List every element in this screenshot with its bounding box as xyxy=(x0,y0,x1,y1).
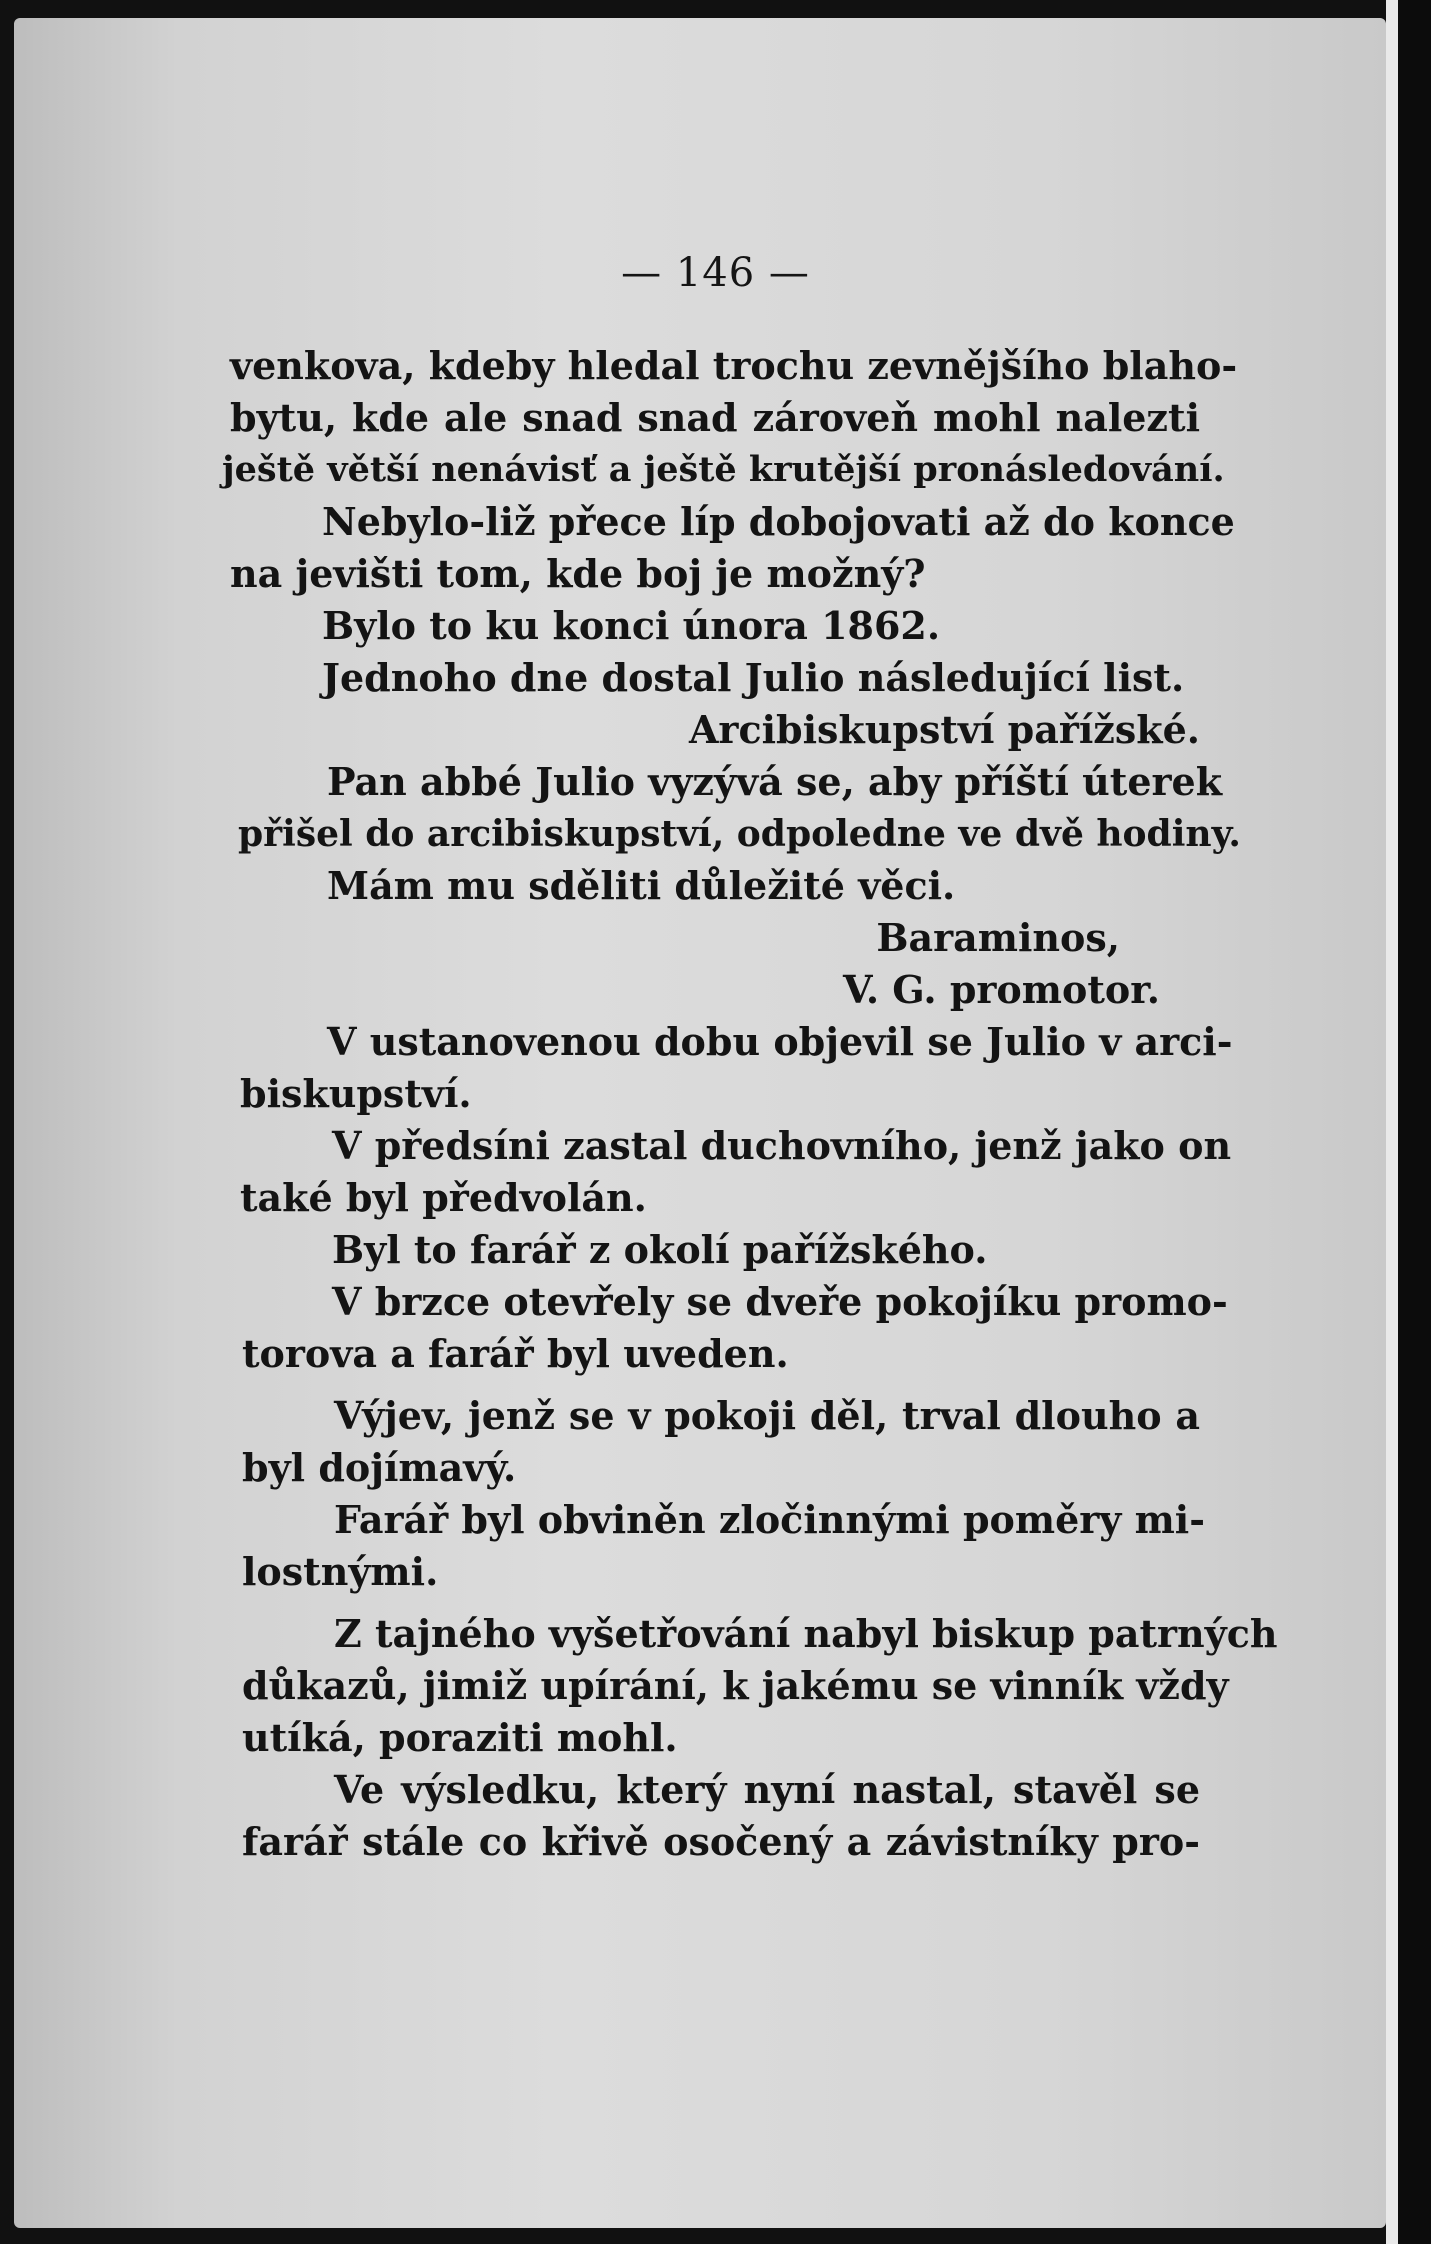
text-line: Farář byl obviněn zločinnými poměry mi- xyxy=(334,1497,1206,1542)
text-line: Baraminos, xyxy=(876,915,1120,960)
text-line: byl dojímavý. xyxy=(242,1445,517,1490)
text-line: také byl předvolán. xyxy=(240,1175,647,1220)
text-line: Z tajného vyšetřování nabyl biskup patrných xyxy=(334,1611,1278,1656)
text-line: utíká, poraziti mohl. xyxy=(242,1715,678,1760)
text-line: Arcibiskupství pařížské. xyxy=(688,707,1200,752)
text-line: biskupství. xyxy=(240,1071,472,1116)
scan-border xyxy=(1398,0,1431,2244)
text-line: na jevišti tom, kde boj je možný? xyxy=(230,551,926,596)
text-line: Jednoho dne dostal Julio následující list. xyxy=(322,655,1185,700)
page-edge xyxy=(1386,0,1398,2244)
text-line: Bylo to ku konci února 1862. xyxy=(322,603,941,648)
text-line: Výjev, jenž se v pokoji děl, trval dlouho a xyxy=(334,1393,1200,1438)
text-line: Pan abbé Julio vyzývá se, aby příští úterek xyxy=(327,759,1223,804)
text-line: farář stále co křivě osočený a závistníky pro- xyxy=(242,1819,1200,1864)
text-line: venkova, kdeby hledal trochu zevnějšího blaho- xyxy=(230,343,1238,388)
text-line: V předsíni zastal duchovního, jenž jako on xyxy=(332,1123,1232,1168)
text-line: Byl to farář z okolí pařížského. xyxy=(332,1227,988,1272)
text-line: V. G. promotor. xyxy=(842,967,1160,1012)
text-line: V brzce otevřely se dveře pokojíku promo- xyxy=(332,1279,1228,1324)
page-number: — 146 — xyxy=(621,250,810,296)
text-line: Mám mu sděliti důležité věci. xyxy=(327,863,956,908)
text-line: Nebylo-liž přece líp dobojovati až do konce xyxy=(322,499,1235,544)
text-line: torova a farář byl uveden. xyxy=(242,1331,789,1376)
text-line: bytu, kde ale snad snad zároveň mohl nalezti xyxy=(230,395,1200,440)
text-line: důkazů, jimiž upírání, k jakému se vinník vždy xyxy=(242,1663,1229,1708)
text-line: ještě větší nenávisť a ještě krutější pronásledování. xyxy=(222,449,1225,490)
text-line: V ustanovenou dobu objevil se Julio v arci- xyxy=(327,1019,1233,1064)
text-line: Ve výsledku, který nyní nastal, stavěl se xyxy=(334,1767,1200,1812)
text-line: přišel do arcibiskupství, odpoledne ve dvě hodiny. xyxy=(238,813,1241,855)
text-line: lostnými. xyxy=(242,1549,439,1594)
